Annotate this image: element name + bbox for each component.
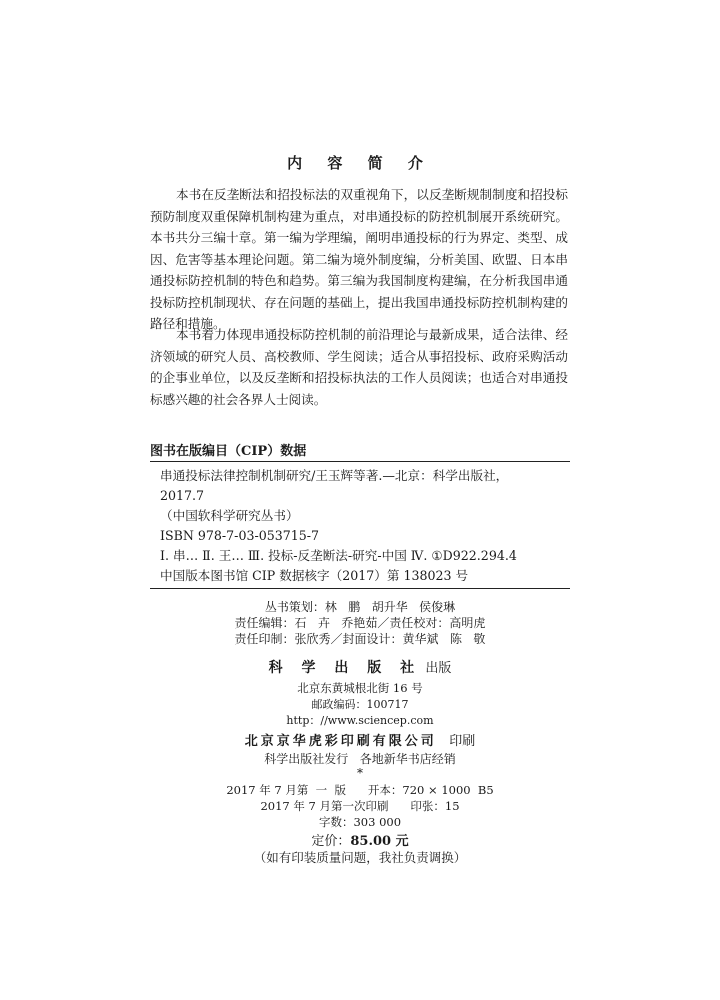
summary-paragraph-1-text: 本书在反垄断法和招投标法的双重视角下，以反垄断规制制度和招投标预防制度双重保障机制构建为重点，对串通投标的防控机制展开系统研究。本书共分三编十章。第一编为学理编，阐明串通投标的行为界定、类型、成因、危害等基本理论问题。第二编为境外制度编，分析美国、欧盟、日本串通投标防控机制的特色和趋势。第三编为我国制度构建编，在分析我国串通投标防控机制现状、存在问题的基础上，提出我国串通投标防控机制构建的路径和措施。 xyxy=(150,187,568,331)
edition-line-1: 2017 年 7 月第 一 版 开本：720 × 1000 B5 xyxy=(226,783,494,797)
cip-line-6: 中国版本图书馆 CIP 数据核字（2017）第 138023 号 xyxy=(160,568,469,583)
cip-line-2: 2017.7 xyxy=(160,488,205,503)
printer-line xyxy=(0,730,720,749)
publisher-postcode: 邮政编码：100717 xyxy=(311,698,409,711)
printer-name: 北京京华虎彩印刷有限公司 xyxy=(244,734,437,749)
cip-line-4: ISBN 978-7-03-053715-7 xyxy=(160,528,320,543)
separator-star: * xyxy=(357,766,363,780)
summary-paragraph-2 xyxy=(150,324,568,410)
distribution-line: 科学出版社发行 各地新华书店经销 xyxy=(264,752,456,766)
publisher-url: http：//www.sciencep.com xyxy=(286,714,434,727)
cip-line-5: Ⅰ. 串… Ⅱ. 王… Ⅲ. 投标-反垄断法-研究-中国 Ⅳ. ①D922.294.4 xyxy=(160,548,517,563)
quality-note: （如有印装质量问题，我社负责调换） xyxy=(253,850,467,865)
cip-heading: 图书在版编目（CIP）数据 xyxy=(150,444,307,459)
publisher-line xyxy=(0,657,720,677)
credit-printing-cover: 责任印制：张欣秀／封面设计：黄华斌 陈 敬 xyxy=(234,632,486,646)
cip-bottom-rule xyxy=(150,588,570,589)
word-count: 字数：303 000 xyxy=(318,815,402,829)
summary-paragraph-1 xyxy=(150,184,568,335)
cip-line-1: 串通投标法律控制机制研究/王玉辉等著.—北京：科学出版社， xyxy=(160,468,509,483)
summary-title: 内 容 简 介 xyxy=(287,154,433,172)
publisher-name: 科 学 出 版 社 xyxy=(268,660,422,676)
credit-series-planning: 丛书策划：林 鹏 胡升华 侯俊琳 xyxy=(264,600,456,614)
price-value: 85.00 元 xyxy=(350,834,409,849)
publisher-suffix: 出版 xyxy=(425,661,452,676)
price-label: 定价： xyxy=(311,834,351,849)
summary-paragraph-2-text: 本书着力体现串通投标防控机制的前沿理论与最新成果，适合法律、经济领域的研究人员、高校教师、学生阅读；适合从事招投标、政府采购活动的企事业单位，以及反垄断和招投标执法的工作人员阅读；也适合对串通投标感兴趣的社会各界人士阅读。 xyxy=(150,327,568,407)
credit-editors: 责任编辑：石 卉 乔艳茹／责任校对：高明虎 xyxy=(234,616,486,630)
edition-line-2: 2017 年 7 月第一次印刷 印张：15 xyxy=(260,799,460,813)
cip-top-rule xyxy=(150,461,570,462)
publisher-address: 北京东黄城根北街 16 号 xyxy=(297,681,423,695)
printer-suffix: 印刷 xyxy=(449,734,476,749)
price-line xyxy=(0,830,720,849)
cip-line-3: （中国软科学研究丛书） xyxy=(160,508,299,523)
